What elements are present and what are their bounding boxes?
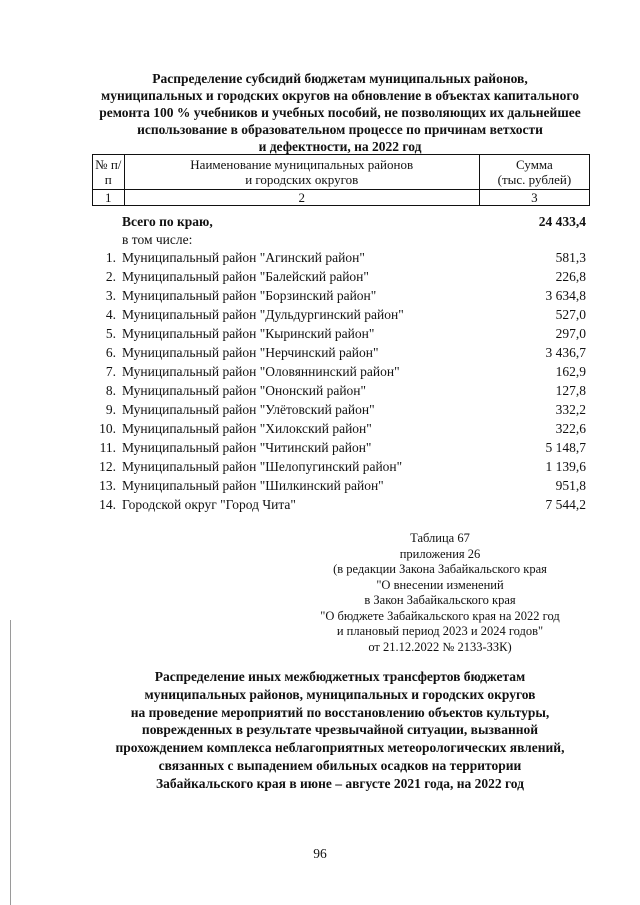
table-row: [92, 305, 590, 324]
row-num: 6.: [105, 345, 116, 360]
title-line: поврежденных в результате чрезвычайной ситуации, вызванной: [141, 722, 539, 738]
table-row: [92, 286, 590, 305]
table-row: [92, 457, 590, 476]
row-name: Городской округ "Город Чита": [122, 497, 296, 512]
table-row: [92, 381, 590, 400]
table-row: [92, 495, 590, 514]
row-value: 3 436,7: [545, 345, 586, 360]
row-name: Муниципальный район "Ононский район": [122, 383, 367, 398]
row-value: 581,3: [555, 250, 586, 265]
scan-edge-line: [10, 620, 11, 905]
total-label: Всего по краю,: [122, 214, 213, 229]
title-line: Распределение субсидий бюджетам муниципальных районов,: [152, 71, 528, 86]
row-num: 4.: [105, 307, 116, 322]
row-num: 7.: [105, 364, 116, 379]
section-title-transfers: [70, 668, 610, 793]
note-line: и плановый период 2023 и 2024 годов": [336, 624, 544, 638]
row-num: 11.: [99, 440, 116, 455]
row-num: 8.: [105, 383, 116, 398]
title-line: и дефектности, на 2022 год: [258, 139, 422, 154]
row-value: 127,8: [555, 383, 586, 398]
table-row: [92, 343, 590, 362]
header-name: [124, 155, 479, 190]
row-num: 12.: [99, 459, 116, 474]
row-num: 3.: [105, 288, 116, 303]
including-row: [92, 231, 590, 248]
table-row: [92, 324, 590, 343]
row-num: 5.: [105, 326, 116, 341]
row-name: Муниципальный район "Кыринский район": [122, 326, 375, 341]
section-title-subsidies: [90, 70, 590, 155]
row-name: Муниципальный район "Хилокский район": [122, 421, 372, 436]
table-body: [92, 212, 590, 514]
header-name-line2: и городских округов: [245, 172, 359, 187]
note-line: Таблица 67: [410, 531, 470, 545]
title-line: использование в образовательном процессе по причинам ветхости: [137, 122, 543, 137]
note-line: "О внесении изменений: [376, 577, 504, 592]
row-name: Муниципальный район "Балейский район": [122, 269, 369, 284]
row-name: Муниципальный район "Борзинский район": [122, 288, 377, 303]
table-row: [92, 419, 590, 438]
title-line: ремонта 100 % учебников и учебных пособий, не позволяющих их дальнейшее: [99, 105, 581, 120]
row-name: Муниципальный район "Нерчинский район": [122, 345, 379, 360]
note-line: в Закон Забайкальского края: [364, 593, 516, 607]
row-value: 3 634,8: [545, 288, 586, 303]
header-num: № п/п: [93, 155, 125, 190]
including-label: в том числе:: [122, 232, 193, 247]
table-reference-note: [300, 531, 580, 655]
row-value: 7 544,2: [545, 497, 586, 512]
row-name: Муниципальный район "Шилкинский район": [122, 478, 384, 493]
note-line: приложения 26: [399, 546, 481, 561]
header-name-line1: Наименование муниципальных районов: [190, 157, 414, 172]
row-value: 297,0: [555, 326, 586, 341]
header-sum: [479, 155, 589, 190]
row-name: Муниципальный район "Шелопугинский район": [122, 459, 403, 474]
page-number: 96: [313, 846, 327, 861]
table-row: [92, 476, 590, 495]
title-line: Забайкальского края в июне – августе 2021 года, на 2022 год: [156, 775, 524, 791]
col-number-3: 3: [479, 190, 589, 206]
title-line: муниципальных и городских округов на обновление в объектах капитального: [101, 88, 579, 103]
row-name: Муниципальный район "Улётовский район": [122, 402, 375, 417]
note-line: "О бюджете Забайкальского края на 2022 год: [320, 608, 560, 623]
title-line: на проведение мероприятий по восстановлению объектов культуры,: [130, 704, 550, 720]
total-row: [92, 212, 590, 231]
row-value: 162,9: [555, 364, 586, 379]
row-num: 9.: [105, 402, 116, 417]
col-number-2: 2: [124, 190, 479, 206]
row-name: Муниципальный район "Оловяннинский район": [122, 364, 400, 379]
header-sum-line2: (тыс. рублей): [497, 172, 572, 187]
header-sum-line1: Сумма: [516, 157, 553, 172]
row-value: 527,0: [555, 307, 586, 322]
table-row: [92, 400, 590, 419]
col-number-1: 1: [93, 190, 125, 206]
row-num: 10.: [99, 421, 116, 436]
note-line: (в редакции Закона Забайкальского края: [333, 562, 547, 576]
row-value: 951,8: [555, 478, 586, 493]
table-row: [92, 267, 590, 286]
note-line: от 21.12.2022 № 2133-ЗЗК): [368, 639, 512, 654]
row-name: Муниципальный район "Дульдургинский район": [122, 307, 404, 322]
title-line: прохождением комплекса неблагоприятных метеорологических явлений,: [115, 740, 565, 756]
table-row: [92, 248, 590, 267]
row-num: 13.: [99, 478, 116, 493]
row-value: 322,6: [555, 421, 586, 436]
row-name: Муниципальный район "Агинский район": [122, 250, 365, 265]
table-header: [92, 154, 590, 206]
row-value: 226,8: [555, 269, 586, 284]
row-num: 14.: [99, 497, 116, 512]
row-value: 1 139,6: [545, 459, 586, 474]
row-value: 5 148,7: [545, 440, 586, 455]
row-num: 2.: [105, 269, 116, 284]
row-num: 1.: [105, 250, 116, 265]
row-name: Муниципальный район "Читинский район": [122, 440, 372, 455]
total-value: 24 433,4: [538, 214, 586, 229]
title-line: связанных с выпадением обильных осадков на территории: [158, 757, 522, 773]
row-value: 332,2: [555, 402, 586, 417]
table-row: [92, 438, 590, 457]
title-line: Распределение иных межбюджетных трансфертов бюджетам: [154, 669, 526, 684]
table-row: [92, 362, 590, 381]
title-line: муниципальных районов, муниципальных и городских округов: [144, 686, 536, 702]
